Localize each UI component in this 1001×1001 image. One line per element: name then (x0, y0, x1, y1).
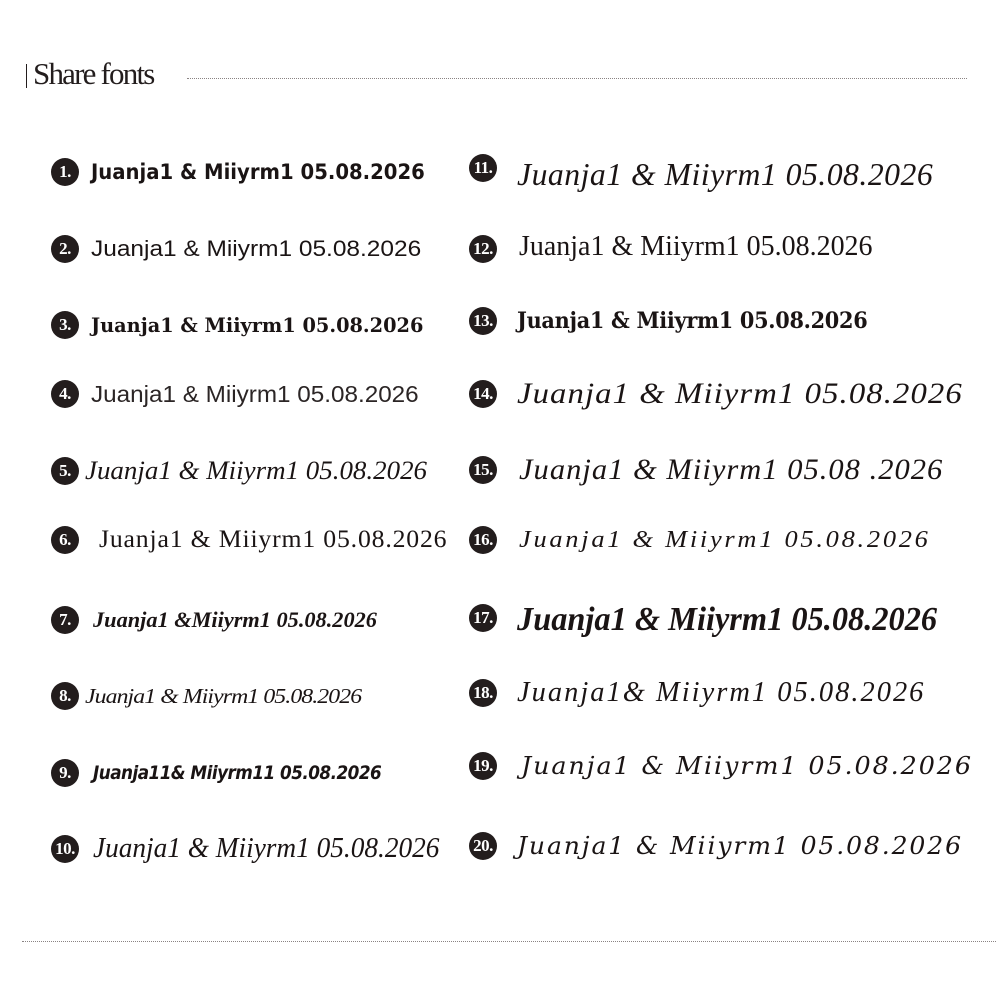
number-badge: 5. (51, 457, 79, 485)
number-badge: 2. (51, 235, 79, 263)
sample-text: Juanja1 & Miiyrm1 05.08.2026 (91, 381, 419, 407)
sample-text: Juanja1 & Miiyrm1 05.08.2026 (91, 313, 424, 337)
number-badge: 10. (51, 835, 79, 863)
sample-text: Juanja1 & Miiyrm1 05.08.2026 (519, 527, 931, 553)
number-badge: 9. (51, 759, 79, 787)
number-badge: 17. (469, 604, 497, 632)
number-badge: 16. (469, 526, 497, 554)
number-badge: 6. (51, 526, 79, 554)
page-title: Share fonts (33, 56, 154, 91)
sample-text: Juanja1 & Miiyrm1 05.08.2026 (517, 308, 868, 334)
number-badge: 1. (51, 158, 79, 186)
sample-text: Juanja1 & Miiyrm1 05.08.2026 (99, 526, 448, 553)
number-badge: 15. (469, 456, 497, 484)
sample-text: Juanja1 & Miiyrm1 05.08.2026 (85, 456, 428, 485)
header-divider (187, 78, 967, 79)
number-badge: 14. (469, 380, 497, 408)
number-badge: 7. (51, 606, 79, 634)
number-badge: 13. (469, 307, 497, 335)
number-badge: 4. (51, 380, 79, 408)
header-accent-bar (26, 64, 27, 88)
number-badge: 8. (51, 682, 79, 710)
sample-text: Juanja1 & Miiyrm1 05.08.2026 (517, 377, 963, 410)
footer-divider (22, 941, 996, 942)
sample-text: Juanja1 & Miiyrm1 05.08.2026 (517, 832, 963, 860)
sample-text: Juanja1 & Miiyrm1 05.08.2026 (93, 833, 440, 864)
sample-text: Juanja11& Miiyrm11 05.08.2026 (93, 762, 382, 784)
sample-text: Juanja1& Miiyrm1 05.08.2026 (517, 677, 926, 708)
sample-text: Juanja1 &Miiyrm1 05.08.2026 (93, 607, 377, 632)
sample-text: Juanja1 & Miiyrm1 05.08.2026 (85, 684, 362, 708)
sample-text: Juanja1 & Miiyrm1 05.08.2026 (517, 156, 934, 192)
number-badge: 19. (469, 752, 497, 780)
sample-text: Juanja1 & Miiyrm1 05.08.2026 (517, 601, 938, 638)
number-badge: 12. (469, 235, 497, 263)
sample-text: Juanja1 & Miiyrm1 05.08 .2026 (519, 453, 944, 486)
number-badge: 11. (469, 154, 497, 182)
sample-text: Juanja1 & Miiyrm1 05.08.2026 (521, 752, 973, 780)
sample-text: Juanja1 & Miiyrm1 05.08.2026 (91, 236, 422, 261)
number-badge: 18. (469, 679, 497, 707)
number-badge: 3. (51, 311, 79, 339)
number-badge: 20. (469, 832, 497, 860)
sample-text: Juanja1 & Miiyrm1 05.08.2026 (519, 230, 873, 262)
sample-text: Juanja1 & Miiyrm1 05.08.2026 (91, 160, 425, 184)
section-header (25, 52, 971, 92)
